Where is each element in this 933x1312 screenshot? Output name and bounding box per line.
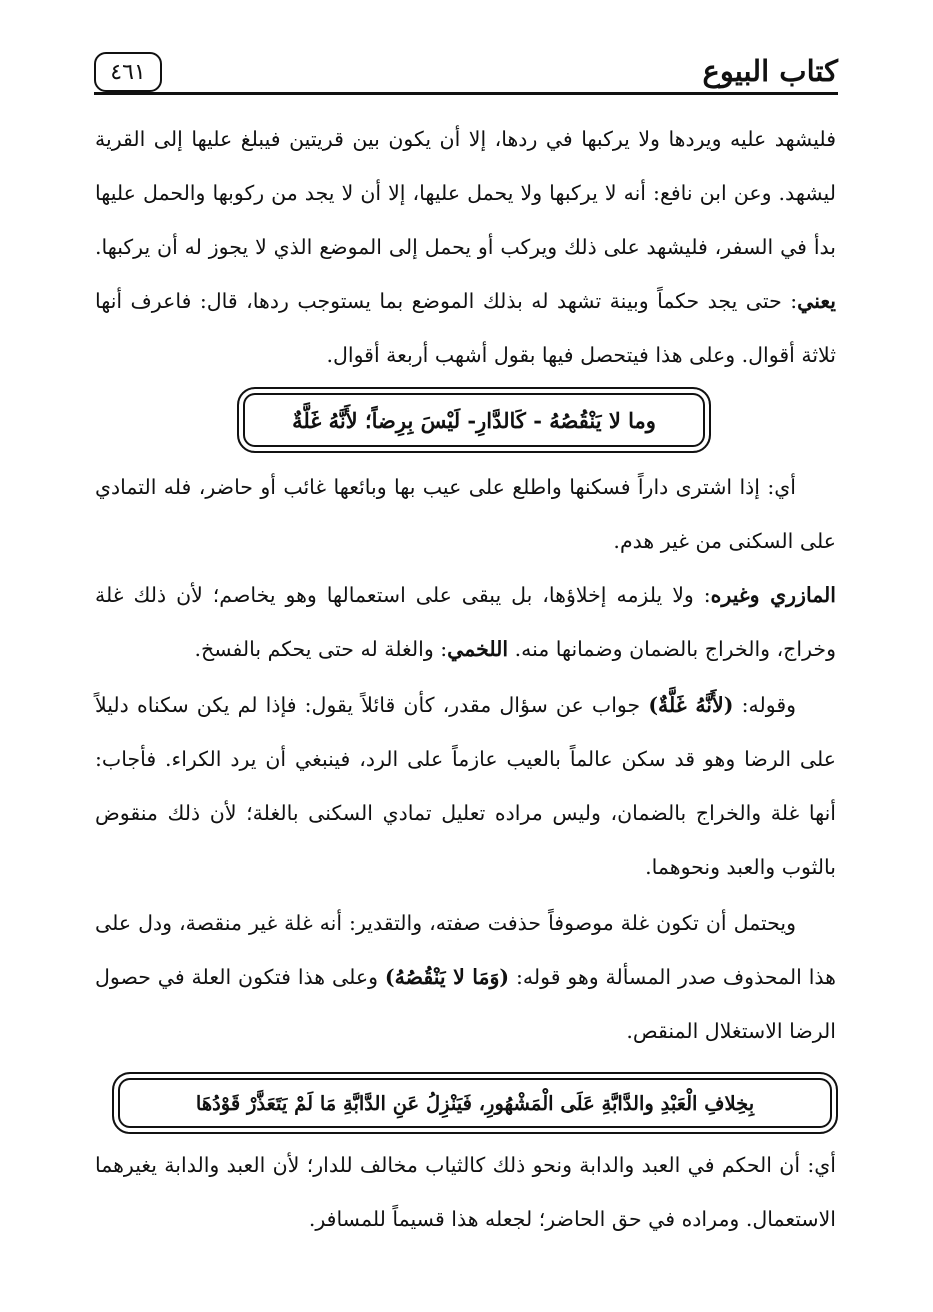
matn-box: بِخِلافِ الْعَبْدِ والدَّابَّةِ عَلَى الْمَشْهُورِ، فَيَنْزِلُ عَنِ الدَّابَّةِ مَا لَمْ يَتَعَذَّرْ قَوْدُهَا: [112, 1072, 838, 1134]
paragraph-1: [95, 112, 836, 382]
paragraph-6: [95, 1138, 836, 1246]
bold-term: اللخمي: [447, 637, 509, 661]
paragraph-text: : والغلة له حتى يحكم بالفسخ.: [194, 637, 448, 661]
bold-term: المازري وغيره: [710, 583, 836, 607]
quoted-matn: (لأَنَّهُ غَلَّةٌ): [648, 693, 734, 717]
paragraph-5: [95, 896, 836, 1058]
paragraph-text: فليشهد عليه ويردها ولا يركبها في ردها، إلا أن يكون بين قريتين فيبلغ عليها إلى القرية ليشهد. وعن ابن نافع: أنه لا يركبها ولا يحمل عليها، إلا أن لا يجد من ركوبها والحمل عليها بدأ في السفر، فليشهد على ذلك ويركب أو يحمل إلى الموضع الذي لا يجوز له أن يركبها.: [95, 127, 836, 259]
page-header: [90, 48, 838, 100]
paragraph-3: [95, 568, 836, 676]
paragraph-text: وعلى هذا فتكون العلة في حصول الرضا الاستغلال المنقص.: [95, 965, 836, 1043]
header-rule: [94, 92, 838, 95]
paragraph-text: : حتى يجد حكماً وبينة تشهد له بذلك الموضع بما يستوجب ردها، قال: فاعرف أنها ثلاثة أقوال. وعلى هذا فيتحصل فيها بقول أشهب أربعة أقوال.: [95, 289, 836, 367]
paragraph-text: جواب عن سؤال مقدر، كأن قائلاً يقول: فإذا لم يكن سكناه دليلاً على الرضا وهو قد سكن عالماً بالعيب عازماً على الرد، فينبغي أن يرد الكراء. فأجاب: أنها غلة والخراج بالضمان، وليس مراده تعليل تمادي السكنى بالغلة؛ لأن ذلك منقوض بالثوب والعبد ونحوهما.: [95, 693, 836, 879]
paragraph-text: ويحتمل أن تكون غلة موصوفاً حذفت صفته، والتقدير: أنه غلة غير منقصة، ودل على هذا المحذوف صدر المسألة وهو قوله:: [95, 911, 836, 989]
bold-term: يعني: [797, 289, 836, 313]
paragraph-text: أي: إذا اشترى داراً فسكنها واطلع على عيب بها وبائعها غائب أو حاضر، فله التمادي على السكنى من غير هدم.: [95, 475, 836, 553]
paragraph-text: : ولا يلزمه إخلاؤها، بل يبقى على استعمالها وهو يخاصم؛ لأن ذلك غلة وخراج، والخراج بالضمان وضمانها منه.: [95, 583, 836, 661]
page-number: ٤٦١: [94, 52, 162, 92]
running-title: كتاب البيوع: [702, 54, 838, 88]
paragraph-text: أي: أن الحكم في العبد والدابة ونحو ذلك كالثياب مخالف للدار؛ لأن العبد والدابة يغيرهما الاستعمال. ومراده في حق الحاضر؛ لجعله هذا قسيماً للمسافر.: [95, 1153, 836, 1231]
matn-box: وما لا يَنْقُصُهُ - كَالدَّارِ- لَيْسَ بِرِضاً؛ لأَنَّهُ غَلَّةٌ: [237, 387, 711, 453]
paragraph-text: وقوله:: [733, 693, 797, 717]
quoted-matn: (وَمَا لا يَنْقُصُهُ): [384, 965, 510, 989]
paragraph-4: [95, 678, 836, 894]
paragraph-2: [95, 460, 836, 568]
